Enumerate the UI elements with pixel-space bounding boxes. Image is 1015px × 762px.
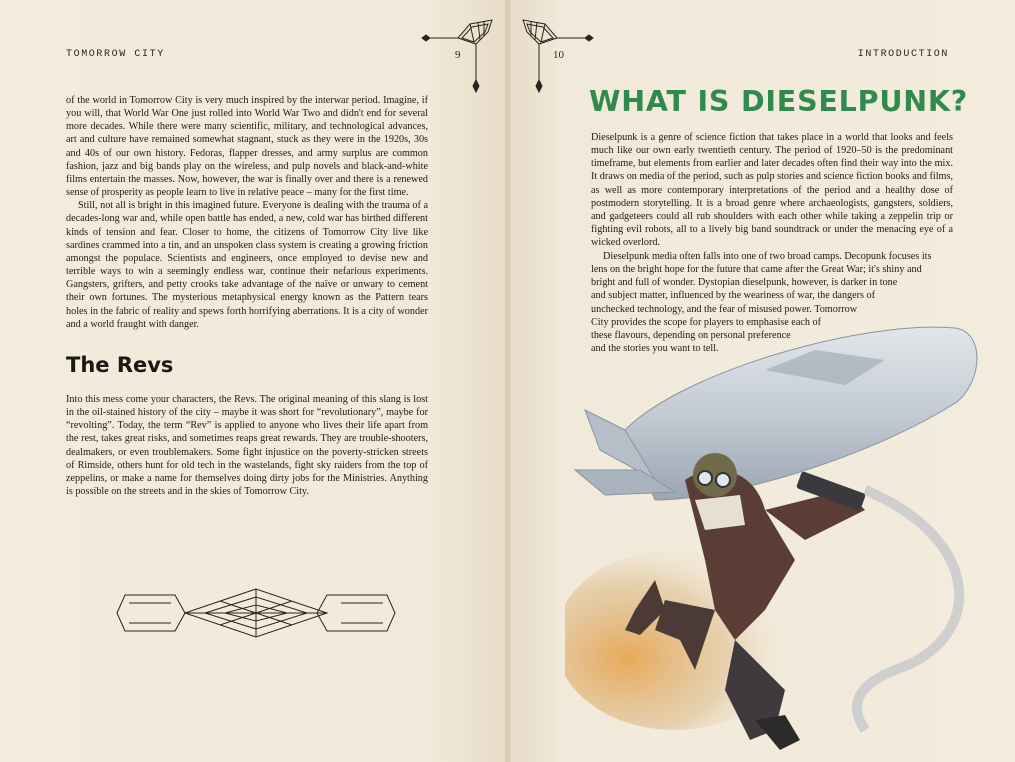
- text-line: Dieselpunk media often falls into one of two broad camps. Decopunk focuses its: [603, 251, 932, 262]
- text-line: bright and full of wonder. Dystopian dieselpunk, however, is darker in tone: [591, 277, 898, 289]
- running-head-right: INTRODUCTION: [857, 49, 949, 60]
- page-number-right: 10: [553, 49, 564, 61]
- text-line: and subject matter, influenced by the weariness of war, the dangers of: [591, 290, 876, 302]
- right-page: [510, 0, 1015, 762]
- rocket-pilot-illustration: [565, 310, 1015, 762]
- paragraph: Dieselpunk is a genre of science fiction that takes place in a world that looks and feels much like our own early twentieth century. The period of 1920–50 is the predominant timeframe, but elements from earlier and later decades often find their way into the mix. It draws on media of the period, such as pulp stories and science fiction books and films, as well as more contemporary interpretations of the period and a healthy dose of postmodern storytelling. It is a broad genre where archaeologists, gangsters, soldiers, and gadgeteers could all rub shoulders with each other while taking a zeppelin trip or fighting evil robots, all to a lively big band soundtrack or under the menacing eye of a wicked overlord.: [591, 132, 953, 249]
- revs-body-text: [66, 393, 428, 498]
- page-number-left: 9: [455, 49, 461, 61]
- dieselpunk-body-text: [591, 131, 953, 249]
- text-line: these flavours, depending on personal preference: [591, 329, 791, 341]
- intro-body-text: [66, 94, 428, 331]
- text-line: City provides the scope for players to emphasise each of: [591, 316, 821, 328]
- running-head-left: TOMORROW CITY: [66, 49, 165, 60]
- text-line: and the stories you want to tell.: [591, 343, 719, 355]
- art-deco-corner-ornament-icon: [418, 18, 505, 94]
- paragraph: Into this mess come your characters, the Revs. The original meaning of this slang is lost in the oil-stained history of the city – maybe it was short for “revolutionary”, maybe for “revolting”. Today, the term “Rev” is applied to anyone who lives their life apart from the rest, takes great risks, and sometimes reaps great rewards. They are trouble-shooters, dealmakers, or even troublemakers. Some fight injustice on the poverty-stricken streets of Rimside, others hunt for old tech in the wastelands, fight sky raiders from the top of zeppelins, or make a name for themselves doing dirty jobs for the Ministries. Anything is possible on the streets and in the skies of Tomorrow City.: [66, 394, 428, 498]
- art-deco-divider-icon: [115, 585, 397, 641]
- dieselpunk-camps-text: [591, 250, 953, 355]
- art-deco-corner-ornament-icon: [510, 18, 597, 94]
- text-line: lens on the bright hope for the future that came after the Great War; it's shiny and: [591, 264, 922, 276]
- page-title: WHAT IS DIESELPUNK?: [589, 85, 969, 118]
- section-heading-the-revs: The Revs: [66, 353, 174, 377]
- left-page: [0, 0, 505, 762]
- text-line: unchecked technology, and the fear of misused power. Tomorrow: [591, 303, 858, 315]
- paragraph: [591, 250, 953, 355]
- paragraph: of the world in Tomorrow City is very much inspired by the interwar period. Imagine, if you will, that World War One just rolled into World War Two and didn't end for several more decades. While there were many scientific, military, and technological advances, art and culture have remained somewhat stagnant, stuck as they were in the 1920s, 30s and 40s of our own history. Fedoras, flapper dresses, and army surplus are common fashion, jazz and big bands play on the wireless, and pulp novels and black-and-white films entertain the masses. Now, however, the war is finally over and there is a renewed sense of prosperity as people learn to live in relative peace – many for the first time.: [66, 95, 428, 199]
- paragraph: Still, not all is bright in this imagined future. Everyone is dealing with the trauma of a decades-long war and, while open battle has ended, a new, cold war has birthed different kinds of tension and fear. Closer to home, the citizens of Tomorrow City live like sardines crammed into a tin, and an unspoken class system is creating a growing friction amongst the populace. Scientists and engineers, once employed to devise new and terrible ways to win a seemingly endless war, continue their nefarious experiments. Gangsters, grifters, and petty crooks take advantage of the naïve or unwary to cement their own fortunes. The mysterious metaphysical energy known as the Pattern tears holes in the fabric of reality and spews forth horrifying aberrations. It is a city of wonder and a world fraught with danger.: [66, 200, 428, 330]
